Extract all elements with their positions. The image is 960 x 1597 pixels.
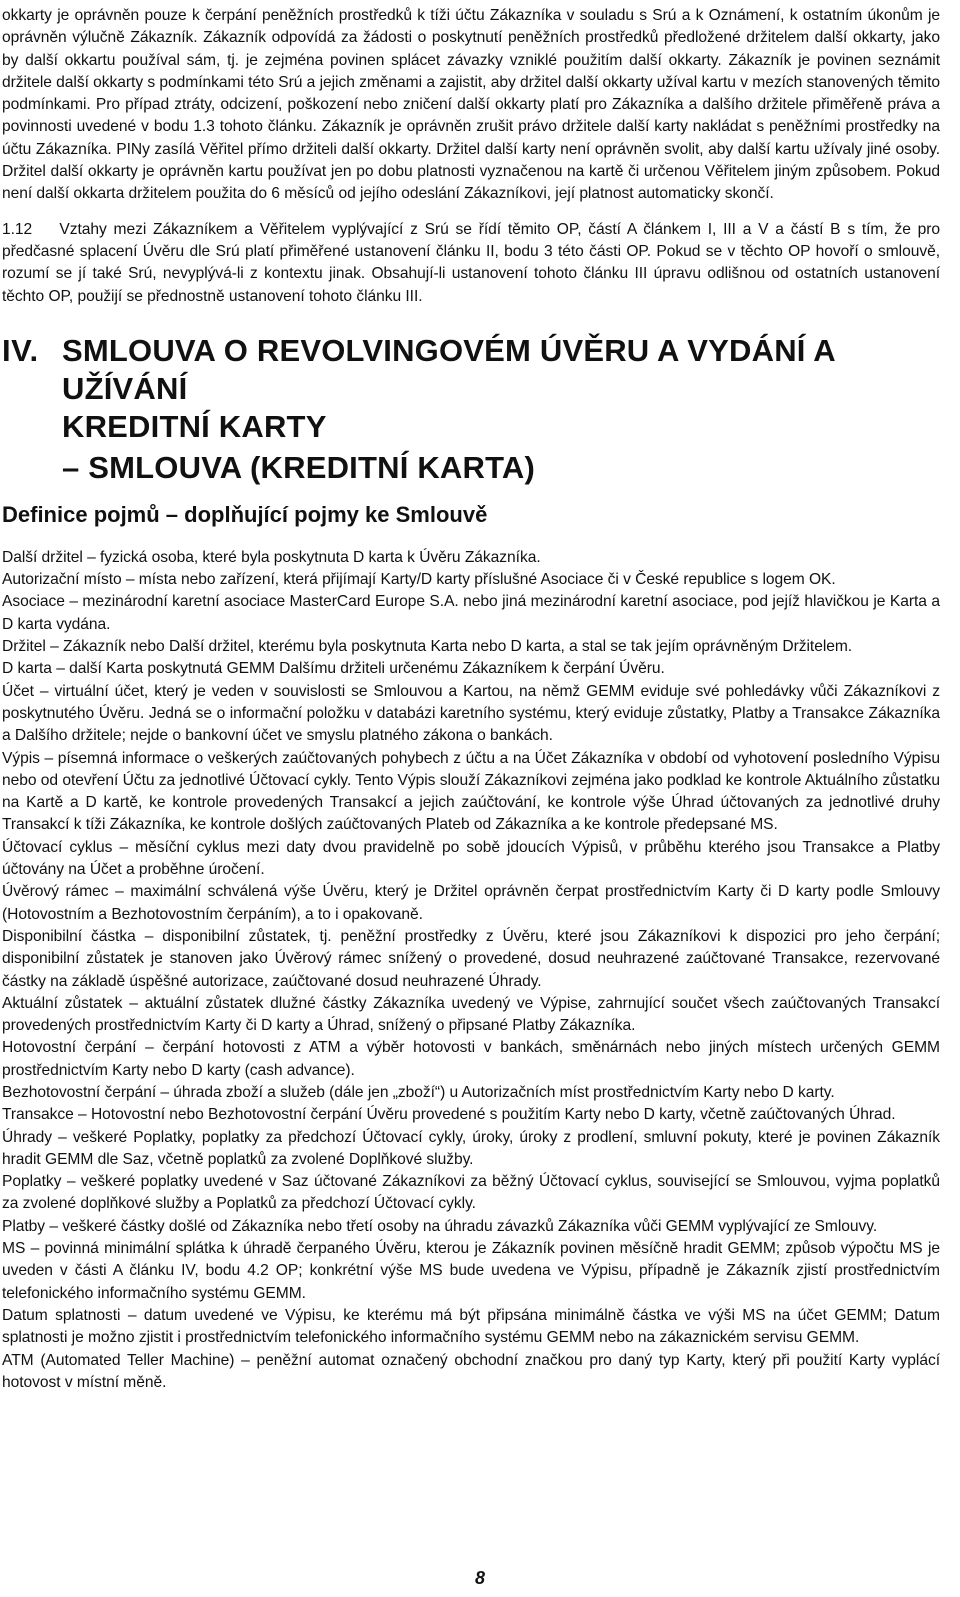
definition-item: Platby – veškeré částky došlé od Zákazníka nebo třetí osoby na úhradu závazků Zákazníka vůči GEMM vyplývající ze Smlouvy. [2, 1217, 878, 1235]
section-title-line-3: – SMLOUVA (KREDITNÍ KARTA) [62, 449, 536, 485]
section-heading [2, 332, 940, 487]
definition-item: Účet – virtuální účet, který je veden v souvislosti se Smlouvou a Kartou, na němž GEMM eviduje své pohledávky vůči Zákazníkovi z poskytnutého Úvěru. Jedná se o informační položku v databázi karetního systému, který eviduje zůstatky, Platby a Transakce Zákazníka a Dalšího držitele; nejde o bankovní účet ve smyslu platného zákona o bankách. [2, 682, 940, 745]
definition-item: Asociace – mezinárodní karetní asociace MasterCard Europe S.A. nebo jiná mezinárodní karetní asociace, pod jejíž hlavičkou je Karta a D karta vydána. [2, 593, 940, 633]
definition-item: Bezhotovostní čerpání – úhrada zboží a služeb (dále jen „zboží“) u Autorizačních míst prostřednictvím Karty nebo D karty. [2, 1083, 835, 1101]
definition-item: Hotovostní čerpání – čerpání hotovosti z ATM a výběr hotovosti v bankách, směnárnách nebo jiných místech určených GEMM prostřednictvím Karty nebo D karty (cash advance). [2, 1039, 940, 1079]
section-title-block [62, 332, 940, 487]
page-number: 8 [474, 1568, 485, 1588]
definition-item: Disponibilní částka – disponibilní zůstatek, tj. peněžní prostředky z Úvěru, které jsou Zákazníkovi k dispozici pro jeho čerpání; disponibilní zůstatek je stanoven jako Úvěrový rámec snížený o provedené, dosud neuhrazené zaúčtované Transakce, rezervované částky na základě úspěšné autorizace, zaúčtované dosud neuhrazené Úhrady. [2, 927, 940, 990]
clause-number: 1.12 [2, 220, 33, 238]
definition-item: Úvěrový rámec – maximální schválená výše Úvěru, který je Držitel oprávněn čerpat prostřednictvím Karty či D karty podle Smlouvy (Hotovostním a Bezhotovostním čerpáním), a to i opakovaně. [2, 883, 940, 923]
definition-item: Úhrady – veškeré Poplatky, poplatky za předchozí Účtovací cykly, úroky, úroky z prodlení, smluvní pokuty, které je povinen Zákazník hradit GEMM dle Saz, včetně poplatků za zvolené Doplňkové služby. [2, 1128, 940, 1168]
definition-item: D karta – další Karta poskytnutá GEMM Dalšímu držiteli určenému Zákazníkem k čerpání Úvěru. [2, 660, 665, 678]
definitions-list [2, 547, 940, 1394]
definition-item: Držitel – Zákazník nebo Další držitel, kterému byla poskytnuta Karta nebo D karta, a stal se tak jejím oprávněným Držitelem. [2, 638, 853, 656]
definition-item: MS – povinná minimální splátka k úhradě čerpaného Úvěru, kterou je Zákazník povinen měsíčně hradit GEMM; způsob výpočtu MS je uveden v části A článku IV, bodu 4.2 OP; konkrétní výše MS bude uvedena ve Výpisu, případně je Zákazník zjistí prostřednictvím telefonického informačního systému GEMM. [2, 1240, 940, 1302]
definition-item: Datum splatnosti – datum uvedené ve Výpisu, ke kterému má být připsána minimálně částka ve výši MS na účet GEMM; Datum splatnosti je možno zjistit i prostřednictvím telefonického informačního systému GEMM nebo na zákaznickém servisu GEMM. [2, 1306, 940, 1347]
definition-item: Transakce – Hotovostní nebo Bezhotovostní čerpání Úvěru provedené s použitím Karty nebo D karty, včetně zaúčtovaných Úhrad. [2, 1106, 896, 1124]
clause-text: Vztahy mezi Zákazníkem a Věřitelem vyplývající z Srú se řídí těmito OP, částí A článkem I, III a V a částí B s tím, že pro předčasné splacení Úvěru dle Srú platí přiměřené ustanovení článku II, bodu 3 této části OP. Pokud se v těchto OP hovoří o smlouvě, rozumí se jí také Srú, nevyplývá-li z kontextu jinak. Obsahují-li ustanovení tohoto článku III úpravu odlišnou od ostatních ustanovení těchto OP, použijí se přednostně ustanovení tohoto článku III. [2, 220, 941, 305]
definition-item: Účtovací cyklus – měsíční cyklus mezi daty dvou pravidelně po sobě jdoucích Výpisů, v průběhu kterého jsou Transakce a Platby účtovány na Účet a proběhne úročení. [2, 838, 940, 879]
definition-item: Autorizační místo – místa nebo zařízení, která přijímají Karty/D karty příslušné Asociace či v České republice s logem OK. [2, 571, 836, 589]
definition-item: Poplatky – veškeré poplatky uvedené v Saz účtované Zákazníkovi za běžný Účtovací cyklus, související se Smlouvou, vyjma poplatků za zvolené doplňkové služby a Poplatků za předchozí Účtovací cykly. [2, 1173, 940, 1213]
section-title-line-2: KREDITNÍ KARTY [62, 408, 327, 444]
definition-item: ATM (Automated Teller Machine) – peněžní automat označený obchodní značkou pro daný typ Karty, který při použití Karty vyplácí hotovost v místní měně. [2, 1351, 940, 1391]
clause-1-12 [2, 219, 940, 308]
definitions-subtitle: Definice pojmů – doplňující pojmy ke Smlouvě [2, 501, 488, 527]
definition-item: Další držitel – fyzická osoba, které byla poskytnuta D karta k Úvěru Zákazníka. [2, 548, 541, 566]
section-title-line-1: SMLOUVA O REVOLVINGOVÉM ÚVĚRU A VYDÁNÍ A UŽÍVÁNÍ [62, 332, 835, 406]
definition-item: Aktuální zůstatek – aktuální zůstatek dlužné částky Zákazníka uvedený ve Výpise, zahrnující součet všech zaúčtovaných Transakcí provedených prostřednictvím Karty či D karty a Úhrad, snížený o připsané Platby Zákazníka. [2, 994, 940, 1035]
document-body [2, 5, 940, 1394]
section-number: IV. [2, 332, 39, 368]
continuation-paragraph: okkarty je oprávněn pouze k čerpání peněžních prostředků k tíži účtu Zákazníka v souladu s Srú a k Oznámení, k ostatním úkonům je oprávněn výlučně Zákazník. Zákazník odpovídá za žádosti o poskytnutí peněžních prostředků předložené držitelem další okkarty, jako by další okkartu používal sám, tj. je zejména povinen splácet závazky vzniklé použitím další okkarty. Zákazník je povinen seznámit držitele další okkarty s podmínkami této Srú a jejich změnami a zajistit, aby držitel další okkarty užíval kartu v mezích stanovených těmito podmínkami. Pro případ ztráty, odcizení, poškození nebo zničení další okkarty platí pro Zákazníka a dalšího držitele přiměřeně práva a povinnosti uvedené v bodu 1.3 tohoto článku. Zákazník je oprávněn zrušit právo držitele další karty nakládat s peněžními prostředky na účtu Zákazníka. PINy zasílá Věřitel přímo držiteli další okkarty. Držitel další karty není oprávněn svolit, aby další kartu užívaly jiné osoby. Držitel další okkarty je oprávněn kartu používat jen po dobu platnosti vyznačenou na kartě či určenou Věřitelem jiným způsobem. Pokud není další okkarta držitelem použita do 6 měsíců od jejího odeslání Zákazníkovi, její platnost automaticky skončí. [2, 7, 940, 203]
definition-item: Výpis – písemná informace o veškerých zaúčtovaných pohybech z účtu a na Účet Zákazníka v období od vyhotovení posledního Výpisu nebo od otevření Účtu za jednotlivé Účtovací cykly. Tento Výpis slouží Zákazníkovi zejména jako podklad ke kontrole Aktuálního zůstatku na Kartě a D kartě, ke kontrole provedených Transakcí a jejich zaúčtování, ke kontrole výše Úhrad účtovaných za jednotlivé druhy Transakcí k tíži Zákazníka, ke kontrole došlých zaúčtovaných Plateb od Zákazníka a ke kontrole předepsané MS. [2, 749, 940, 834]
